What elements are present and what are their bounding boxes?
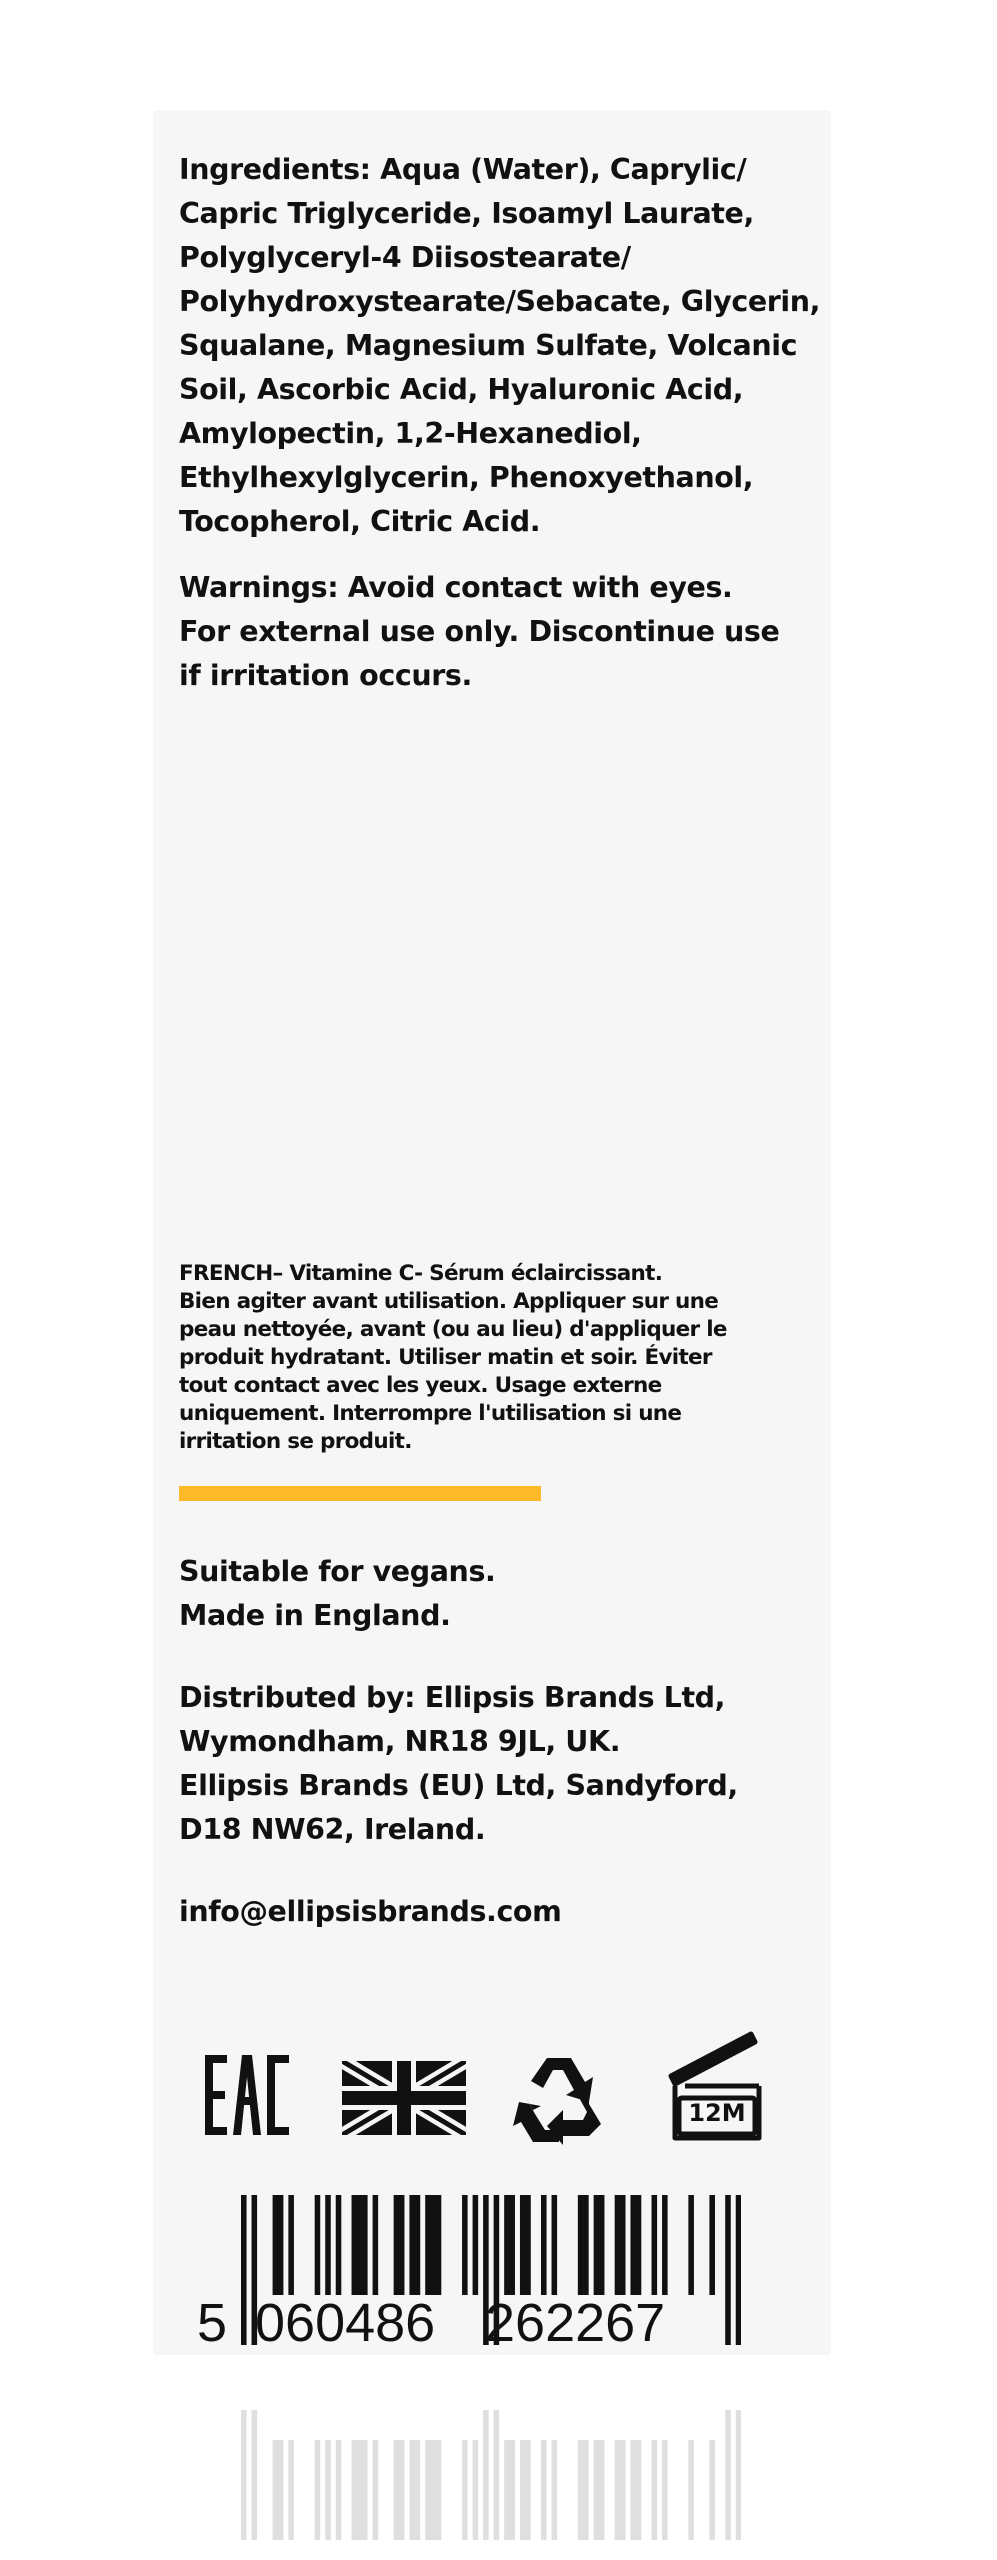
barcode-bar bbox=[541, 2440, 547, 2540]
barcode-bar bbox=[509, 2440, 515, 2540]
barcode-bar bbox=[394, 2440, 400, 2540]
barcode-guard-bar bbox=[252, 2410, 258, 2540]
ingredients-text bbox=[179, 148, 821, 544]
barcode-bar bbox=[583, 2195, 589, 2295]
distributor-line: Wymondham, NR18 9JL, UK. bbox=[179, 1725, 621, 1758]
barcode-bar bbox=[520, 2195, 526, 2295]
barcode-bar bbox=[594, 2440, 600, 2540]
barcode-bar bbox=[504, 2440, 510, 2540]
barcode-bar bbox=[594, 2195, 600, 2295]
barcode-number bbox=[197, 2288, 797, 2358]
barcode-bar bbox=[552, 2195, 558, 2295]
eac-mark-icon bbox=[205, 2055, 289, 2135]
recycle-icon bbox=[509, 2048, 609, 2148]
barcode-bar bbox=[599, 2440, 605, 2540]
barcode-bar bbox=[652, 2195, 658, 2295]
barcode-bar bbox=[688, 2195, 694, 2295]
barcode-bar bbox=[415, 2440, 421, 2540]
barcode-bar bbox=[620, 2195, 626, 2295]
barcode-bar bbox=[273, 2440, 279, 2540]
accent-divider bbox=[179, 1486, 541, 1501]
barcode-bar bbox=[630, 2440, 636, 2540]
french-translation-text bbox=[179, 1260, 739, 1456]
barcode-bar bbox=[288, 2195, 294, 2295]
barcode-reflection-bars bbox=[241, 2410, 741, 2540]
barcode-digit-first: 5 bbox=[197, 2293, 228, 2353]
barcode-bar bbox=[430, 2195, 436, 2295]
ingredients-line: Polyglyceryl-4 Diisostearate/ bbox=[179, 241, 631, 274]
barcode-bar bbox=[552, 2440, 558, 2540]
barcode-bar bbox=[415, 2195, 421, 2295]
barcode-bar bbox=[578, 2440, 584, 2540]
barcode-bar bbox=[373, 2195, 379, 2295]
barcode-bar bbox=[509, 2195, 515, 2295]
barcode-bar bbox=[409, 2195, 415, 2295]
barcode-bar bbox=[436, 2195, 442, 2295]
barcode-bar bbox=[325, 2195, 331, 2295]
french-line: produit hydratant. Utiliser matin et soir. Éviter bbox=[179, 1345, 712, 1370]
barcode-guard-bar bbox=[483, 2410, 489, 2540]
barcode-bar bbox=[394, 2195, 400, 2295]
origin-line: Made in England. bbox=[179, 1599, 451, 1632]
barcode-bar bbox=[362, 2440, 368, 2540]
barcode-bar bbox=[688, 2440, 694, 2540]
warnings-line: if irritation occurs. bbox=[179, 659, 472, 692]
barcode-digit-left-group: 060486 bbox=[255, 2293, 436, 2353]
barcode-bar bbox=[541, 2195, 547, 2295]
barcode-bar bbox=[336, 2440, 342, 2540]
barcode-bar bbox=[662, 2195, 668, 2295]
barcode-bar bbox=[578, 2195, 584, 2295]
barcode-bar bbox=[399, 2440, 405, 2540]
barcode-bar bbox=[599, 2195, 605, 2295]
barcode-bar bbox=[273, 2195, 279, 2295]
vegan-origin-text bbox=[179, 1550, 799, 1638]
barcode-bar bbox=[399, 2195, 405, 2295]
barcode-bar bbox=[620, 2440, 626, 2540]
packaging-panel bbox=[153, 110, 831, 2355]
barcode-bar bbox=[709, 2195, 715, 2295]
french-line: uniquement. Interrompre l'utilisation si une bbox=[179, 1401, 682, 1426]
barcode-guard-bar bbox=[736, 2410, 741, 2540]
barcode-bar bbox=[352, 2440, 358, 2540]
barcode-guard-bar bbox=[241, 2410, 247, 2540]
barcode-bar bbox=[315, 2195, 321, 2295]
ingredients-line: Capric Triglyceride, Isoamyl Laurate, bbox=[179, 197, 754, 230]
barcode-bar bbox=[636, 2440, 642, 2540]
warnings-text bbox=[179, 566, 799, 698]
barcode-bar bbox=[615, 2440, 621, 2540]
distributor-line: Ellipsis Brands (EU) Ltd, Sandyford, bbox=[179, 1769, 738, 1802]
distributor-line: Distributed by: Ellipsis Brands Ltd, bbox=[179, 1681, 726, 1714]
barcode-bar bbox=[425, 2440, 431, 2540]
french-line: FRENCH– Vitamine C- Sérum éclaircissant. bbox=[179, 1261, 663, 1286]
barcode-bar bbox=[352, 2195, 358, 2295]
french-line: Bien agiter avant utilisation. Appliquer sur une bbox=[179, 1289, 719, 1314]
barcode-bar bbox=[652, 2440, 658, 2540]
email-text: info@ellipsisbrands.com bbox=[179, 1895, 562, 1928]
union-jack-flag-icon bbox=[342, 2061, 466, 2135]
barcode-bar bbox=[520, 2440, 526, 2540]
barcode-bar bbox=[462, 2440, 468, 2540]
barcode-guard-bar bbox=[725, 2410, 731, 2540]
barcode-bar bbox=[288, 2440, 294, 2540]
barcode-reflection bbox=[153, 2410, 831, 2540]
ingredients-line: Polyhydroxystearate/Sebacate, Glycerin, bbox=[179, 285, 821, 318]
ingredients-line: Ingredients: Aqua (Water), Caprylic/ bbox=[179, 153, 747, 186]
warnings-line: Warnings: Avoid contact with eyes. bbox=[179, 571, 733, 604]
vegan-line: Suitable for vegans. bbox=[179, 1555, 496, 1588]
french-line: irritation se produit. bbox=[179, 1429, 412, 1454]
barcode-bar bbox=[373, 2440, 379, 2540]
barcode-bar bbox=[473, 2195, 479, 2295]
barcode-bar bbox=[357, 2440, 363, 2540]
pao-12m-label: 12M bbox=[688, 2099, 746, 2127]
ingredients-line: Tocopherol, Citric Acid. bbox=[179, 505, 541, 538]
french-line: peau nettoyée, avant (ou au lieu) d'appliquer le bbox=[179, 1317, 727, 1342]
barcode-bar bbox=[278, 2195, 284, 2295]
barcode-bar bbox=[709, 2440, 715, 2540]
barcode-bar bbox=[583, 2440, 589, 2540]
barcode-bar bbox=[362, 2195, 368, 2295]
barcode-bar bbox=[462, 2195, 468, 2295]
barcode-bar bbox=[436, 2440, 442, 2540]
barcode-bar bbox=[615, 2195, 621, 2295]
barcode-bar bbox=[336, 2195, 342, 2295]
ingredients-line: Ethylhexylglycerin, Phenoxyethanol, bbox=[179, 461, 754, 494]
distributor-text bbox=[179, 1676, 799, 1852]
barcode-guard-bar bbox=[494, 2410, 500, 2540]
barcode-bar bbox=[278, 2440, 284, 2540]
warnings-line: For external use only. Discontinue use bbox=[179, 615, 780, 648]
barcode-bar bbox=[630, 2195, 636, 2295]
barcode-digit-right-group: 262267 bbox=[485, 2293, 666, 2353]
barcode-bar bbox=[473, 2440, 479, 2540]
barcode-bar bbox=[357, 2195, 363, 2295]
barcode-bar bbox=[525, 2195, 531, 2295]
barcode-bar bbox=[636, 2195, 642, 2295]
barcode-bar bbox=[662, 2440, 668, 2540]
barcode-bar bbox=[504, 2195, 510, 2295]
ingredients-line: Soil, Ascorbic Acid, Hyaluronic Acid, bbox=[179, 373, 744, 406]
contact-email bbox=[179, 1890, 799, 1934]
period-after-opening-jar-icon bbox=[665, 2026, 769, 2146]
distributor-line: D18 NW62, Ireland. bbox=[179, 1813, 486, 1846]
ingredients-line: Amylopectin, 1,2-Hexanediol, bbox=[179, 417, 642, 450]
barcode-bar bbox=[409, 2440, 415, 2540]
barcode-bar bbox=[315, 2440, 321, 2540]
ingredients-line: Squalane, Magnesium Sulfate, Volcanic bbox=[179, 329, 798, 362]
french-line: tout contact avec les yeux. Usage externe bbox=[179, 1373, 662, 1398]
barcode-bar bbox=[430, 2440, 436, 2540]
barcode-bar bbox=[525, 2440, 531, 2540]
barcode-bar bbox=[325, 2440, 331, 2540]
barcode-bar bbox=[425, 2195, 431, 2295]
